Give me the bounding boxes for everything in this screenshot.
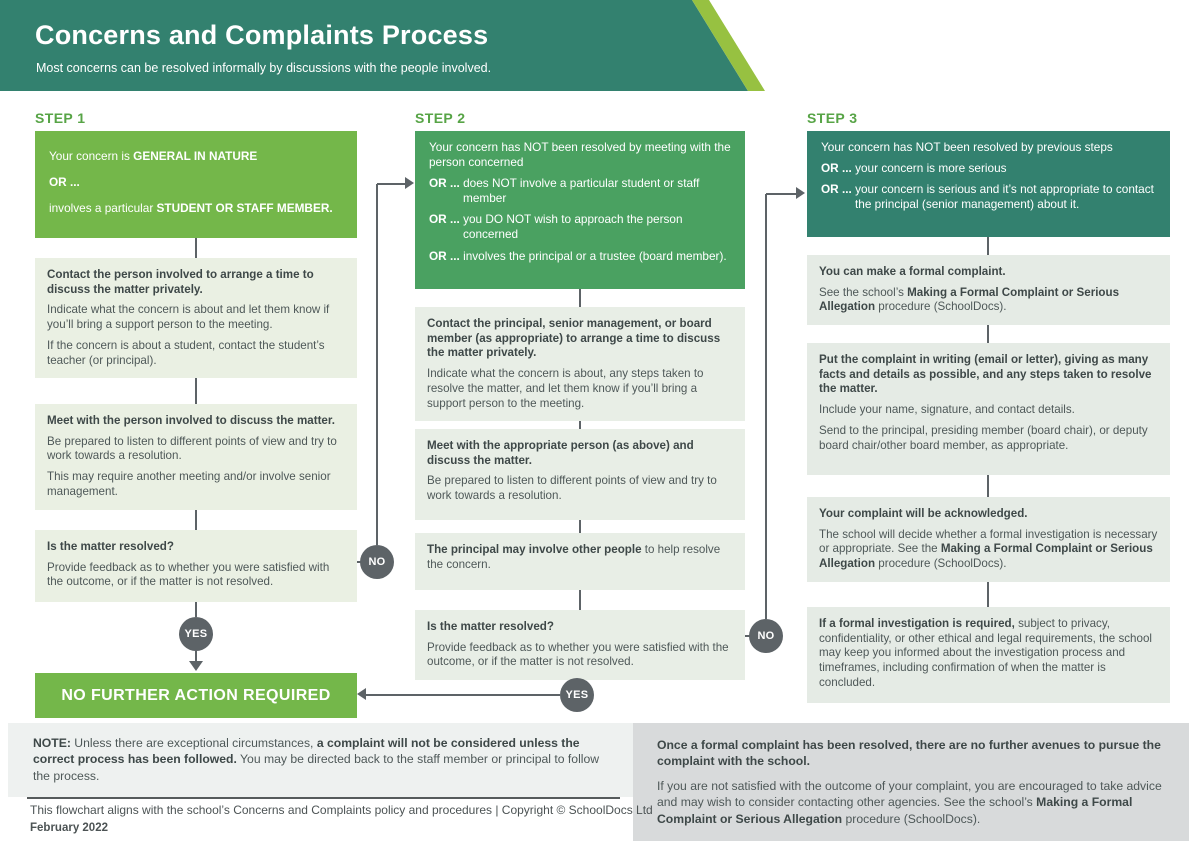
connector-line	[195, 376, 197, 404]
paragraph: Contact the principal, senior management, or board member (as appropriate) to arrange a time to discuss the matter privately.	[427, 317, 721, 360]
connector-line	[579, 289, 581, 307]
footer-copyright: This flowchart aligns with the school’s Concerns and Complaints policy and procedures | Copyright © SchoolDocs Ltd	[30, 803, 653, 817]
paragraph: OR ...	[49, 175, 80, 190]
step3-box-investigation	[807, 607, 1170, 703]
arrow-down-icon	[189, 661, 203, 671]
yes-connector-label: YES	[560, 678, 594, 712]
paragraph: involves a particular STUDENT OR STAFF MEMBER.	[49, 201, 333, 216]
connector-line	[579, 590, 581, 610]
connector-line	[987, 475, 989, 497]
paragraph: Meet with the appropriate person (as above) and discuss the matter.	[427, 439, 694, 467]
paragraph: This may require another meeting and/or involve senior management.	[47, 470, 331, 498]
step2-box-contact-principal	[415, 307, 745, 421]
step2-label: STEP 2	[415, 110, 466, 126]
paragraph: Put the complaint in writing (email or letter), giving as many facts and details as possible, and any steps taken to resolve the matter.	[819, 353, 1152, 396]
paragraph: Be prepared to listen to different points of view and try to work towards a resolution.	[427, 474, 717, 503]
step2-box-principal-involve-others	[415, 533, 745, 590]
connector-line	[987, 323, 989, 343]
step2-box-meet-appropriate-person	[415, 429, 745, 520]
paragraph: The principal may involve other people to help resolve the concern.	[427, 543, 721, 571]
page-title: Concerns and Complaints Process	[35, 20, 489, 50]
connector-line	[987, 237, 989, 255]
connector-line	[377, 183, 406, 185]
step2-box-concern-type	[415, 131, 745, 289]
paragraph: Indicate what the concern is about and let them know if you’ll bring a support person to the meeting.	[47, 303, 330, 332]
arrow-left-icon	[357, 688, 366, 700]
paragraph: The school will decide whether a formal investigation is necessary or appropriate. See the Making a Formal Complaint or Serious Allegation procedure (SchoolDocs).	[819, 527, 1158, 571]
note-box	[8, 723, 633, 797]
yes-connector-label: YES	[179, 617, 213, 651]
paragraph: OR ... does NOT involve a particular student or staff member	[429, 176, 700, 206]
paragraph: OR ... your concern is serious and it’s not appropriate to contact the principal (senior management) about it.	[821, 182, 1154, 212]
no-further-action-box: NO FURTHER ACTION REQUIRED	[35, 673, 357, 718]
step3-box-formal-complaint	[807, 255, 1170, 325]
paragraph: Once a formal complaint has been resolved, there are no further avenues to pursue the complaint with the school.	[657, 738, 1161, 769]
paragraph: Include your name, signature, and contact details.	[819, 403, 1075, 417]
paragraph: If the concern is about a student, contact the student’s teacher (or principal).	[47, 338, 325, 367]
paragraph: OR ... your concern is more serious	[821, 161, 1007, 176]
outcome-box	[633, 723, 1189, 841]
step1-box-concern-type	[35, 131, 357, 238]
step2-box-resolved-question	[415, 610, 745, 680]
paragraph: Your complaint will be acknowledged.	[819, 507, 1028, 520]
paragraph: See the school’s Making a Formal Complaint or Serious Allegation procedure (SchoolDocs).	[819, 285, 1120, 314]
connector-line	[195, 508, 197, 530]
paragraph: Your concern has NOT been resolved by meeting with the person concerned	[429, 140, 731, 170]
paragraph: If a formal investigation is required, subject to privacy, confidentiality, or other ethical and legal requirements, the school may keep you informed about the investigation process and timeframes, including confirmation of when the matter is concluded.	[819, 617, 1152, 689]
connector-line	[366, 694, 560, 696]
header-banner	[0, 0, 1200, 91]
step3-box-concern-type	[807, 131, 1170, 237]
paragraph: OR ... you DO NOT wish to approach the person concerned	[429, 212, 683, 242]
page-subtitle: Most concerns can be resolved informally by discussions with the people involved.	[36, 61, 492, 75]
step3-box-complaint-in-writing	[807, 343, 1170, 475]
paragraph: Provide feedback as to whether you were satisfied with the outcome, or if the matter is not resolved.	[427, 640, 729, 669]
paragraph: Is the matter resolved?	[47, 540, 174, 553]
step3-box-acknowledged	[807, 497, 1170, 582]
paragraph: Your concern has NOT been resolved by previous steps	[821, 140, 1113, 154]
connector-line	[195, 602, 197, 617]
connector-line	[195, 238, 197, 258]
paragraph: Is the matter resolved?	[427, 620, 554, 633]
connector-line	[765, 194, 767, 619]
step1-box-meet-person	[35, 404, 357, 510]
footer-date: February 2022	[30, 822, 108, 834]
note-text: NOTE: Unless there are exceptional circumstances, a complaint will not be considered unless the correct process has been followed. You may be directed back to the staff member or principal to follow the process.	[33, 736, 600, 783]
step1-box-resolved-question	[35, 530, 357, 602]
paragraph: Provide feedback as to whether you were satisfied with the outcome, or if the matter is not resolved.	[47, 560, 330, 589]
step3-label: STEP 3	[807, 110, 858, 126]
arrow-right-icon	[796, 187, 805, 199]
step1-box-contact-person	[35, 258, 357, 378]
connector-line	[376, 184, 378, 545]
paragraph: If you are not satisfied with the outcome of your complaint, you are encouraged to take advice and may wish to consider contacting other agencies. See the school’s Making a Formal Complaint or Serious Allegation procedure (SchoolDocs).	[657, 778, 1162, 826]
no-connector-label: NO	[749, 619, 783, 653]
paragraph: OR ... involves the principal or a trustee (board member).	[429, 248, 727, 263]
paragraph: Your concern is GENERAL IN NATURE	[49, 149, 258, 163]
paragraph: Indicate what the concern is about, any steps taken to resolve the matter, and let them know if you’ll bring a support person to the meeting.	[427, 367, 704, 410]
footer-divider	[27, 797, 620, 799]
paragraph: Meet with the person involved to discuss the matter.	[47, 414, 335, 427]
step1-label: STEP 1	[35, 110, 86, 126]
connector-line	[987, 582, 989, 607]
paragraph: You can make a formal complaint.	[819, 265, 1006, 278]
paragraph: Contact the person involved to arrange a time to discuss the matter privately.	[47, 268, 314, 296]
no-connector-label: NO	[360, 545, 394, 579]
connector-line	[579, 520, 581, 533]
connector-line	[766, 193, 796, 195]
paragraph: Be prepared to listen to different points of view and try to work towards a resolution.	[47, 434, 337, 463]
paragraph: Send to the principal, presiding member (board chair), or deputy board chair/other board member, as appropriate.	[819, 423, 1148, 452]
arrow-right-icon	[405, 177, 414, 189]
